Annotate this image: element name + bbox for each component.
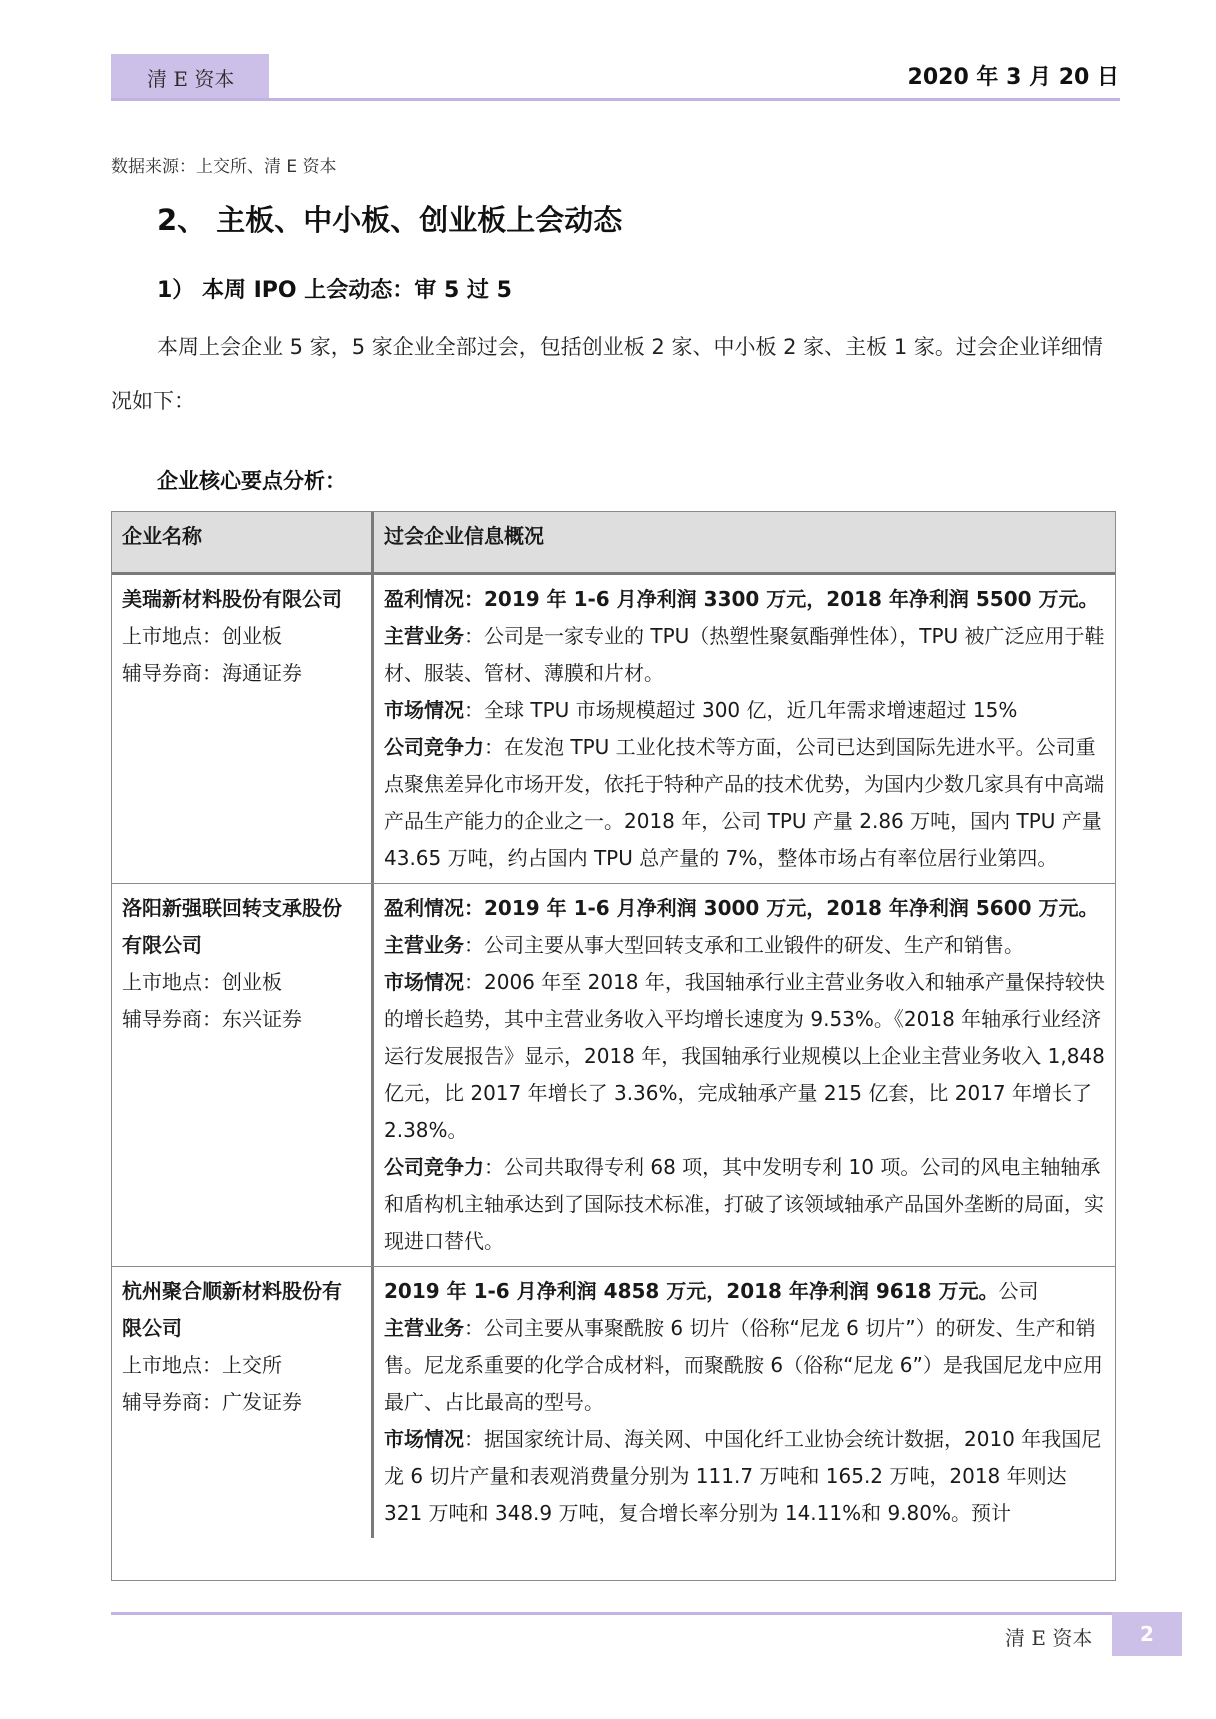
profit-line: 盈利情况：2019 年 1-6 月净利润 3300 万元，2018 年净利润 5500 万元。 (384, 587, 1099, 611)
table-row (112, 884, 1115, 1267)
business-label: 主营业务 (384, 933, 464, 957)
profit-line: 盈利情况：2019 年 1-6 月净利润 3000 万元，2018 年净利润 5600 万元。 (384, 896, 1099, 920)
company-cell (112, 884, 374, 1266)
market-label: 市场情况 (384, 698, 464, 722)
table-row (112, 1267, 1115, 1538)
market-label: 市场情况 (384, 1427, 464, 1451)
market-line (384, 692, 1105, 729)
compete-label: 公司竞争力 (384, 1155, 484, 1179)
header-company-name: 企业名称 (112, 512, 374, 572)
market-text: ：全球 TPU 市场规模超过 300 亿，近几年需求增速超过 15% (464, 698, 1018, 722)
header-date: 2020 年 3 月 20 日 (907, 65, 1119, 90)
compete-label: 公司竞争力 (384, 735, 484, 759)
underwriter: 辅导券商：海通证券 (122, 661, 302, 685)
intro-paragraph: 本周上会企业 5 家，5 家企业全部过会，包括创业板 2 家、中小板 2 家、主板 1 家。过会企业详细情况如下： (111, 335, 1103, 413)
business-label: 主营业务 (384, 1316, 464, 1340)
overview-cell (374, 1267, 1115, 1538)
sub-heading: 1） 本周 IPO 上会动态：审 5 过 5 (157, 278, 512, 303)
market-text: ：据国家统计局、海关网、中国化纤工业协会统计数据，2010 年我国尼龙 6 切片产量和表观消费量分别为 111.7 万吨和 165.2 万吨，2018 年则达 321 万吨和 348.9 万吨，复合增长率分别为 14.11%和 9.80%。预计 (384, 1427, 1102, 1525)
market-line (384, 1421, 1105, 1532)
business-text: ：公司是一家专业的 TPU（热塑性聚氨酯弹性体），TPU 被广泛应用于鞋材、服装、管材、薄膜和片材。 (384, 624, 1105, 685)
footer-divider (111, 1612, 1120, 1615)
company-name: 美瑞新材料股份有限公司 (122, 587, 342, 611)
underwriter: 辅导券商：东兴证券 (122, 1007, 302, 1031)
header-divider (111, 98, 1120, 101)
market-text: ：2006 年至 2018 年，我国轴承行业主营业务收入和轴承产量保持较快的增长趋势，其中主营业务收入平均增长速度为 9.53%。《2018 年轴承行业经济运行发展报告》显示，2018 年，我国轴承行业规模以上企业主营业务收入 1,848 亿元，比 2017 年增长了 3.36%，完成轴承产量 215 亿套，比 2017 年增长了 2.38%。 (384, 970, 1105, 1142)
compete-text: ：公司共取得专利 68 项，其中发明专利 10 项。公司的风电主轴轴承和盾构机主轴承达到了国际技术标准，打破了该领域轴承产品国外垄断的局面，实现进口替代。 (384, 1155, 1104, 1253)
business-line (384, 927, 1105, 964)
overview-cell (374, 884, 1115, 1266)
profit-bold: 2019 年 1-6 月净利润 4858 万元，2018 年净利润 9618 万元。 (384, 1279, 999, 1303)
page-number: 2 (1112, 1612, 1182, 1656)
header-overview: 过会企业信息概况 (384, 524, 544, 548)
market-line (384, 964, 1105, 1149)
listing-location: 上市地点：创业板 (122, 970, 282, 994)
business-text: ：公司主要从事聚酰胺 6 切片（俗称“尼龙 6 切片”）的研发、生产和销售。尼龙系重要的化学合成材料，而聚酰胺 6（俗称“尼龙 6”）是我国尼龙中应用最广、占比最高的型号。 (384, 1316, 1103, 1414)
compete-line (384, 729, 1105, 877)
listing-location: 上市地点：上交所 (122, 1353, 282, 1377)
business-line (384, 618, 1105, 692)
listing-location: 上市地点：创业板 (122, 624, 282, 648)
company-cell (112, 1267, 374, 1538)
profit-line (384, 1273, 1105, 1310)
header-brand: 清 E 资本 (111, 54, 269, 100)
table-title: 企业核心要点分析： (157, 469, 346, 493)
compete-line (384, 1149, 1105, 1260)
market-label: 市场情况 (384, 970, 464, 994)
footer-brand: 清 E 资本 (1005, 1626, 1093, 1650)
section-heading: 2、 主板、中小板、创业板上会动态 (157, 203, 623, 237)
source-note: 数据来源：上交所、清 E 资本 (111, 157, 337, 177)
compete-text: ：在发泡 TPU 工业化技术等方面，公司已达到国际先进水平。公司重点聚焦差异化市场开发，依托于特种产品的技术优势，为国内少数几家具有中高端产品生产能力的企业之一。2018 年，公司 TPU 产量 2.86 万吨，国内 TPU 产量 43.65 万吨，约占国内 TPU 总产量的 7%，整体市场占有率位居行业第四。 (384, 735, 1104, 870)
table-row (112, 575, 1115, 884)
business-text: ：公司主要从事大型回转支承和工业锻件的研发、生产和销售。 (464, 933, 1024, 957)
table-header (112, 512, 1115, 575)
profit-tail: 公司 (998, 1279, 1039, 1303)
business-line (384, 1310, 1105, 1421)
company-cell (112, 575, 374, 883)
company-name: 洛阳新强联回转支承股份有限公司 (122, 896, 342, 957)
company-name: 杭州聚合顺新材料股份有限公司 (122, 1279, 342, 1340)
business-label: 主营业务 (384, 624, 464, 648)
company-table (111, 511, 1116, 1581)
underwriter: 辅导券商：广发证券 (122, 1390, 302, 1414)
overview-cell (374, 575, 1115, 883)
